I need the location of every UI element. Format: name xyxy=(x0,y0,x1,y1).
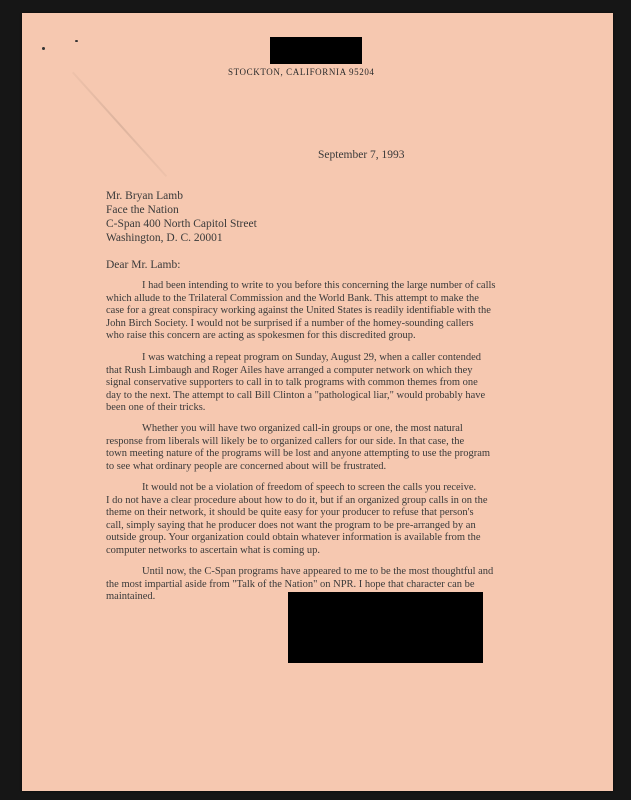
paragraph-line: Whether you will have two organized call-in groups or one, the most natural xyxy=(142,423,463,434)
ink-dot xyxy=(42,47,45,50)
paragraph-line: day to the next. The attempt to call Bill Clinton a "pathological liar," would probably have xyxy=(106,389,486,401)
paragraph-line: the most impartial aside from "Talk of the Nation" on NPR. I hope that character can be xyxy=(106,578,475,590)
paragraph-line: response from liberals will likely be to organized callers for our side. In that case, the xyxy=(106,435,465,447)
paragraph-2 xyxy=(106,352,556,415)
paragraph-line: who raise this concern are acting as spokesmen for this discredited group. xyxy=(106,330,416,342)
address-line: Washington, D. C. 20001 xyxy=(106,232,223,244)
paragraph-1 xyxy=(106,280,556,343)
paragraph-line: computer networks to ascertain what is coming up. xyxy=(106,544,321,556)
paragraph-line: been one of their tricks. xyxy=(106,402,206,414)
paragraph-line: outside group. Your organization could obtain whatever information is available from the xyxy=(106,532,481,544)
paragraph-line: maintained. xyxy=(106,591,156,603)
paragraph-line: town meeting nature of the programs will be lost and anyone attempting to use the program xyxy=(106,448,491,460)
paragraph-line: I do not have a clear procedure about how to do it, but if an organized group calls in on the xyxy=(106,494,488,506)
paragraph-4 xyxy=(106,482,556,558)
paragraph-3 xyxy=(106,423,556,473)
paragraph-line: case for a great conspiracy working against the United States is readily identifiable with the xyxy=(106,305,491,317)
salutation: Dear Mr. Lamb: xyxy=(106,259,181,271)
paragraph-line: theme on their network, it should be quite easy for your producer to refuse that person's xyxy=(106,507,474,519)
redacted-letterhead-name xyxy=(270,37,362,64)
paragraph-line: I had been intending to write to you before this concerning the large number of calls xyxy=(142,280,496,291)
letter-page xyxy=(22,13,613,791)
paragraph-line: Until now, the C-Span programs have appeared to me to be the most thoughtful and xyxy=(142,566,494,577)
paragraph-line: I was watching a repeat program on Sunday, August 29, when a caller contended xyxy=(142,352,482,363)
address-line: Mr. Bryan Lamb xyxy=(106,190,183,202)
ink-dot xyxy=(75,40,78,42)
address-line: C-Span 400 North Capitol Street xyxy=(106,218,257,230)
paragraph-line: that Rush Limbaugh and Roger Ailes have arranged a computer network on which they xyxy=(106,364,473,376)
address-line: Face the Nation xyxy=(106,204,179,216)
paragraph-line: John Birch Society. I would not be surprised if a number of the homey-sounding callers xyxy=(106,317,474,329)
paragraph-line: signal conservative supporters to call in to talk programs with common themes from one xyxy=(106,377,478,389)
recipient-address xyxy=(106,189,257,245)
paragraph-line: It would not be a violation of freedom of speech to screen the calls you receive. xyxy=(142,482,477,493)
paragraph-line: which allude to the Trilateral Commission and the World Bank. This attempt to make the xyxy=(106,292,479,304)
paper-crease xyxy=(72,72,167,177)
letterhead-location: STOCKTON, CALIFORNIA 95204 xyxy=(228,67,375,77)
redacted-signature xyxy=(288,592,483,663)
paragraph-line: call, simply saying that he producer does not want the program to be pre-arranged by an xyxy=(106,519,476,531)
paragraph-line: to see what ordinary people are concerned about will be frustrated. xyxy=(106,460,387,472)
letter-date: September 7, 1993 xyxy=(318,149,405,161)
